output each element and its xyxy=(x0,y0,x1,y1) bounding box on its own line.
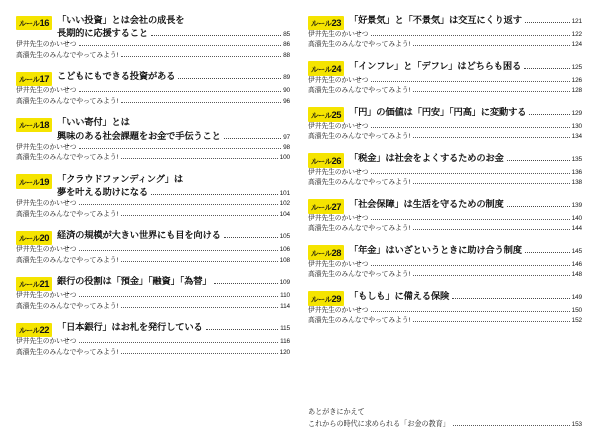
rule-number-badge xyxy=(308,107,344,121)
page-number: 138 xyxy=(571,179,582,187)
leader-dots xyxy=(121,215,277,216)
toc-subentry[interactable] xyxy=(16,210,290,221)
rule-badge-number: 29 xyxy=(331,292,341,304)
toc-entry[interactable] xyxy=(308,198,582,235)
leader-dots xyxy=(79,250,277,251)
toc-title-text: 「日本銀行」はお札を発行している xyxy=(56,322,203,333)
page-number: 136 xyxy=(571,168,582,176)
toc-entry-title xyxy=(57,321,290,334)
toc-title-text: 「社会保障」は生活を守るための制度 xyxy=(348,198,504,209)
leader-dots xyxy=(413,321,569,322)
toc-entry-title xyxy=(349,106,582,119)
toc-subentry-text: 伊井先生のかいせつ xyxy=(308,30,369,38)
leader-dots xyxy=(525,22,570,23)
toc-subentry[interactable] xyxy=(16,245,290,256)
toc-subentry-text: 高濱先生のみんなでやってみよう! xyxy=(308,133,411,141)
leader-dots xyxy=(121,353,277,354)
toc-entry[interactable] xyxy=(308,60,582,97)
rule-number-badge xyxy=(16,277,52,291)
leader-dots xyxy=(524,68,570,69)
rule-number-badge xyxy=(308,153,344,167)
toc-subentry[interactable] xyxy=(16,199,290,210)
rule-number-badge xyxy=(308,61,344,75)
toc-title-line xyxy=(349,106,582,119)
leader-dots xyxy=(452,298,570,299)
rule-number-badge xyxy=(308,245,344,259)
page-number: 98 xyxy=(283,143,290,151)
toc-entry-head xyxy=(16,14,290,40)
leader-dots xyxy=(79,342,278,343)
rule-number-badge xyxy=(16,16,52,30)
rule-number-badge xyxy=(16,118,52,132)
toc-entry-head xyxy=(16,229,290,245)
toc-title-line xyxy=(57,130,290,143)
toc-subentry-text: 高濱先生のみんなでやってみよう! xyxy=(308,87,411,95)
toc-subentry-text: 高濱先生のみんなでやってみよう! xyxy=(16,348,119,356)
leader-dots xyxy=(413,45,569,46)
toc-entry-head xyxy=(308,106,582,122)
page-number: 134 xyxy=(571,133,582,141)
toc-subentry[interactable] xyxy=(308,260,582,271)
toc-subentry[interactable] xyxy=(308,132,582,143)
rule-badge-prefix: ルール xyxy=(19,177,40,187)
toc-subentry-text: 伊井先生のかいせつ xyxy=(16,143,77,151)
toc-entry[interactable] xyxy=(308,290,582,327)
leader-dots xyxy=(371,81,569,82)
toc-title-line xyxy=(349,198,582,211)
toc-title-line xyxy=(349,60,582,73)
leader-dots xyxy=(413,183,569,184)
toc-entry[interactable] xyxy=(308,14,582,51)
toc-entry-title xyxy=(349,290,582,303)
toc-subentry[interactable] xyxy=(16,348,290,359)
toc-subentry-text: 高濱先生のみんなでやってみよう! xyxy=(308,179,411,187)
toc-subentry[interactable] xyxy=(16,51,290,62)
rule-badge-prefix: ルール xyxy=(311,156,332,166)
leader-dots xyxy=(151,35,281,36)
rule-badge-prefix: ルール xyxy=(19,326,40,336)
afterword-line[interactable] xyxy=(308,406,582,418)
toc-subentry-text: 伊井先生のかいせつ xyxy=(308,168,369,176)
toc-entry-title xyxy=(349,244,582,257)
rule-number-badge xyxy=(308,291,344,305)
toc-subentry[interactable] xyxy=(16,337,290,348)
toc-entry-head xyxy=(16,70,290,86)
page-number: 88 xyxy=(283,51,290,59)
page-number: 140 xyxy=(571,214,582,222)
toc-entry[interactable] xyxy=(308,106,582,143)
leader-dots xyxy=(121,102,281,103)
leader-dots xyxy=(121,307,278,308)
page-number: 139 xyxy=(571,201,582,209)
page-number: 86 xyxy=(283,41,290,49)
toc-subentry-text: 高濱先生のみんなでやってみよう! xyxy=(16,154,119,162)
toc-title-text: 夢を叶える助けになる xyxy=(56,187,148,198)
toc-entry-head xyxy=(16,275,290,291)
rule-badge-prefix: ルール xyxy=(311,202,332,212)
toc-subentry-text: 伊井先生のかいせつ xyxy=(16,338,77,346)
toc-title-text: 「インフレ」と「デフレ」はどちらも困る xyxy=(348,60,522,71)
toc-title-line xyxy=(57,321,290,334)
toc-subentry-text: 高濱先生のみんなでやってみよう! xyxy=(16,51,119,59)
toc-entry[interactable] xyxy=(16,14,290,61)
toc-title-text: 長期的に応援すること xyxy=(56,28,148,39)
toc-subentry[interactable] xyxy=(16,86,290,97)
page-number: 135 xyxy=(571,155,582,163)
rule-badge-prefix: ルール xyxy=(311,64,332,74)
rule-badge-number: 28 xyxy=(331,246,341,258)
page-number: 105 xyxy=(279,233,290,241)
toc-title-line xyxy=(57,14,290,27)
page-number: 108 xyxy=(279,256,290,264)
toc-subentry-text: 高濱先生のみんなでやってみよう! xyxy=(308,225,411,233)
toc-title-line xyxy=(57,186,290,199)
toc-subentry-text: 伊井先生のかいせつ xyxy=(16,87,77,95)
toc-subentry[interactable] xyxy=(308,30,582,41)
toc-subentry-text: 高濱先生のみんなでやってみよう! xyxy=(308,317,411,325)
page-number: 85 xyxy=(283,31,290,39)
toc-entry-title xyxy=(349,198,582,211)
toc-title-line xyxy=(349,14,582,27)
rule-badge-prefix: ルール xyxy=(19,18,40,28)
toc-title-text: 「年金」はいざというときに助け合う制度 xyxy=(348,244,522,255)
leader-dots xyxy=(413,229,569,230)
leader-dots xyxy=(79,296,278,297)
toc-subentry[interactable] xyxy=(308,224,582,235)
toc-subentry-text: 高濱先生のみんなでやってみよう! xyxy=(308,271,411,279)
page-number: 109 xyxy=(279,279,290,287)
page-number: 120 xyxy=(279,348,290,356)
toc-subentry-text: 伊井先生のかいせつ xyxy=(308,122,369,130)
leader-dots xyxy=(121,56,281,57)
toc-subentry[interactable] xyxy=(308,306,582,317)
rule-badge-number: 27 xyxy=(331,200,341,212)
page-number: 97 xyxy=(283,133,290,141)
toc-entry-title xyxy=(57,14,290,40)
rule-number-badge xyxy=(16,174,52,188)
page-number: 125 xyxy=(571,63,582,71)
leader-dots xyxy=(525,252,570,253)
leader-dots xyxy=(79,91,281,92)
leader-dots xyxy=(371,265,569,266)
rule-badge-prefix: ルール xyxy=(19,234,40,244)
toc-subentry[interactable] xyxy=(308,40,582,51)
toc-subentry[interactable] xyxy=(16,97,290,108)
rule-badge-number: 16 xyxy=(39,16,49,28)
leader-dots xyxy=(371,311,569,312)
leader-dots xyxy=(79,204,277,205)
toc-subentry-text: 伊井先生のかいせつ xyxy=(16,292,77,300)
afterword-block xyxy=(308,402,582,430)
toc-entry-title xyxy=(57,275,290,288)
leader-dots xyxy=(453,425,570,426)
toc-title-line xyxy=(349,290,582,303)
rule-badge-number: 25 xyxy=(331,108,341,120)
toc-subentry-text: 伊井先生のかいせつ xyxy=(308,260,369,268)
rule-badge-number: 20 xyxy=(39,232,49,244)
page-number: 102 xyxy=(279,200,290,208)
toc-entry[interactable] xyxy=(16,275,290,312)
rule-badge-number: 26 xyxy=(331,154,341,166)
toc-subentry-text: 高濱先生のみんなでやってみよう! xyxy=(308,41,411,49)
toc-title-line xyxy=(57,27,290,40)
toc-entry-title xyxy=(57,173,290,199)
toc-subentry[interactable] xyxy=(16,40,290,51)
toc-entry[interactable] xyxy=(16,70,290,107)
toc-entry-head xyxy=(16,173,290,199)
leader-dots xyxy=(371,127,569,128)
leader-dots xyxy=(413,91,569,92)
toc-title-line xyxy=(57,173,290,186)
leader-dots xyxy=(121,158,277,159)
toc-title-text: 「円」の価値は「円安」「円高」に変動する xyxy=(348,106,527,117)
toc-title-line xyxy=(57,229,290,242)
toc-title-text: 銀行の役割は「預金」「融資」「為替」 xyxy=(56,276,212,287)
rule-badge-prefix: ルール xyxy=(311,110,332,120)
toc-subentry[interactable] xyxy=(308,270,582,281)
toc-title-line xyxy=(57,70,290,83)
page-number: 148 xyxy=(571,271,582,279)
rule-badge-prefix: ルール xyxy=(19,121,40,131)
leader-dots xyxy=(413,137,569,138)
toc-entry[interactable] xyxy=(16,173,290,220)
rule-number-badge xyxy=(308,16,344,30)
leader-dots xyxy=(206,329,279,330)
toc-subentry[interactable] xyxy=(308,214,582,225)
toc-column-right xyxy=(308,14,582,430)
page-number: 122 xyxy=(571,30,582,38)
page-number: 121 xyxy=(571,18,582,25)
toc-subentry-text: 伊井先生のかいせつ xyxy=(308,306,369,314)
page-number: 100 xyxy=(279,154,290,162)
toc-title-text: 「好景気」と「不景気」は交互にくり返す xyxy=(348,15,522,25)
toc-subentry[interactable] xyxy=(308,76,582,87)
toc-subentry-text: 高濱先生のみんなでやってみよう! xyxy=(16,302,119,310)
toc-subentry-text: 伊井先生のかいせつ xyxy=(16,246,77,254)
page-number: 115 xyxy=(280,325,290,333)
leader-dots xyxy=(371,173,569,174)
rule-number-badge xyxy=(16,72,52,86)
toc-title-text: 興味のある社会課題をお金で手伝うこと xyxy=(56,130,221,141)
toc-column-left xyxy=(16,14,290,430)
toc-subentry[interactable] xyxy=(16,143,290,154)
toc-subentry[interactable] xyxy=(308,122,582,133)
toc-entry-head xyxy=(308,152,582,168)
toc-subentry[interactable] xyxy=(308,316,582,327)
page-number: 110 xyxy=(280,292,290,300)
page-number: 145 xyxy=(571,247,582,255)
rule-number-badge xyxy=(16,323,52,337)
toc-subentry[interactable] xyxy=(16,291,290,302)
toc-entry[interactable] xyxy=(16,116,290,163)
leader-dots xyxy=(529,114,569,115)
toc-title-text: 「もしも」に備える保険 xyxy=(348,290,450,301)
toc-subentry-text: 高濱先生のみんなでやってみよう! xyxy=(16,97,119,105)
rule-badge-number: 19 xyxy=(39,175,49,187)
toc-title-text: 「クラウドファンディング」は xyxy=(56,173,183,184)
page-number: 130 xyxy=(571,122,582,130)
toc-entry-head xyxy=(16,321,290,337)
afterword-text: これからの時代に求められる「お金の教育」 xyxy=(308,418,450,428)
toc-title-line xyxy=(57,116,290,129)
rule-badge-prefix: ルール xyxy=(311,18,332,28)
page-number: 96 xyxy=(283,97,290,105)
afterword-line[interactable] xyxy=(308,418,582,430)
toc-title-line xyxy=(349,152,582,165)
toc-subentry[interactable] xyxy=(16,302,290,313)
toc-title-text: 経済の規模が大きい世界にも目を向ける xyxy=(56,230,221,241)
toc-entry-title xyxy=(349,152,582,165)
toc-subentry[interactable] xyxy=(308,86,582,97)
page-number: 144 xyxy=(571,225,582,233)
page-number: 126 xyxy=(571,76,582,84)
page-number: 146 xyxy=(571,260,582,268)
page-number: 114 xyxy=(280,302,290,310)
leader-dots xyxy=(79,148,281,149)
leader-dots xyxy=(507,206,570,207)
rule-badge-number: 21 xyxy=(39,278,49,290)
toc-subentry-text: 伊井先生のかいせつ xyxy=(308,76,369,84)
toc-entry-head xyxy=(308,198,582,214)
page-number: 124 xyxy=(571,41,582,49)
toc-entry-head xyxy=(308,244,582,260)
rule-badge-prefix: ルール xyxy=(19,280,40,290)
rule-number-badge xyxy=(16,231,52,245)
leader-dots xyxy=(79,45,281,46)
afterword-text: あとがきにかえて xyxy=(308,407,365,417)
toc-title-text: 「いい寄付」とは xyxy=(56,117,130,128)
page-number: 104 xyxy=(279,210,290,218)
page-number: 149 xyxy=(571,293,582,301)
leader-dots xyxy=(224,138,281,139)
toc-entry[interactable] xyxy=(16,321,290,358)
rule-badge-number: 17 xyxy=(39,73,49,85)
page-number: 150 xyxy=(571,306,582,314)
toc-title-line xyxy=(349,244,582,257)
leader-dots xyxy=(178,78,281,79)
toc-entry-head xyxy=(16,116,290,142)
toc-entry-head xyxy=(308,14,582,30)
leader-dots xyxy=(151,194,278,195)
leader-dots xyxy=(214,283,277,284)
rule-badge-prefix: ルール xyxy=(311,248,332,258)
toc-subentry-text: 伊井先生のかいせつ xyxy=(16,41,77,49)
toc-entry-title xyxy=(57,116,290,142)
toc-subentry[interactable] xyxy=(308,168,582,179)
toc-entry-head xyxy=(308,290,582,306)
page-number: 152 xyxy=(571,317,582,325)
toc-entry[interactable] xyxy=(308,152,582,189)
rule-badge-number: 18 xyxy=(39,119,49,131)
toc-subentry[interactable] xyxy=(16,153,290,164)
page-number: 153 xyxy=(571,420,582,428)
rule-number-badge xyxy=(308,199,344,213)
rule-badge-number: 24 xyxy=(331,62,341,74)
toc-subentry[interactable] xyxy=(308,178,582,189)
leader-dots xyxy=(371,35,569,36)
toc-entry[interactable] xyxy=(308,244,582,281)
page-number: 90 xyxy=(283,87,290,95)
page-number: 106 xyxy=(279,246,290,254)
toc-entry-title xyxy=(349,14,582,27)
leader-dots xyxy=(507,160,570,161)
toc-title-text: 「税金」は社会をよくするためのお金 xyxy=(348,152,504,163)
page-number: 89 xyxy=(283,74,290,82)
toc-subentry[interactable] xyxy=(16,256,290,267)
page-number: 101 xyxy=(279,190,290,198)
rule-badge-number: 22 xyxy=(39,324,49,336)
leader-dots xyxy=(413,275,569,276)
toc-title-text: こどもにもできる投資がある xyxy=(56,71,176,82)
toc-entry[interactable] xyxy=(16,229,290,266)
toc-entry-title xyxy=(349,60,582,73)
page-number: 129 xyxy=(571,109,582,117)
rule-badge-number: 23 xyxy=(331,16,341,28)
toc-subentry-text: 伊井先生のかいせつ xyxy=(16,200,77,208)
page-number: 128 xyxy=(571,87,582,95)
toc-title-line xyxy=(57,275,290,288)
toc-title-text: 「いい投資」とは会社の成長を xyxy=(56,15,185,25)
leader-dots xyxy=(224,237,278,238)
toc-subentry-text: 高濱先生のみんなでやってみよう! xyxy=(16,210,119,218)
rule-badge-prefix: ルール xyxy=(311,294,332,304)
rule-badge-prefix: ルール xyxy=(19,75,40,85)
toc-subentry-text: 高濱先生のみんなでやってみよう! xyxy=(16,256,119,264)
toc-subentry-text: 伊井先生のかいせつ xyxy=(308,214,369,222)
toc-entry-head xyxy=(308,60,582,76)
leader-dots xyxy=(371,219,569,220)
toc-entry-title xyxy=(57,229,290,242)
toc-entry-title xyxy=(57,70,290,83)
leader-dots xyxy=(121,261,277,262)
page-number: 116 xyxy=(280,338,290,346)
